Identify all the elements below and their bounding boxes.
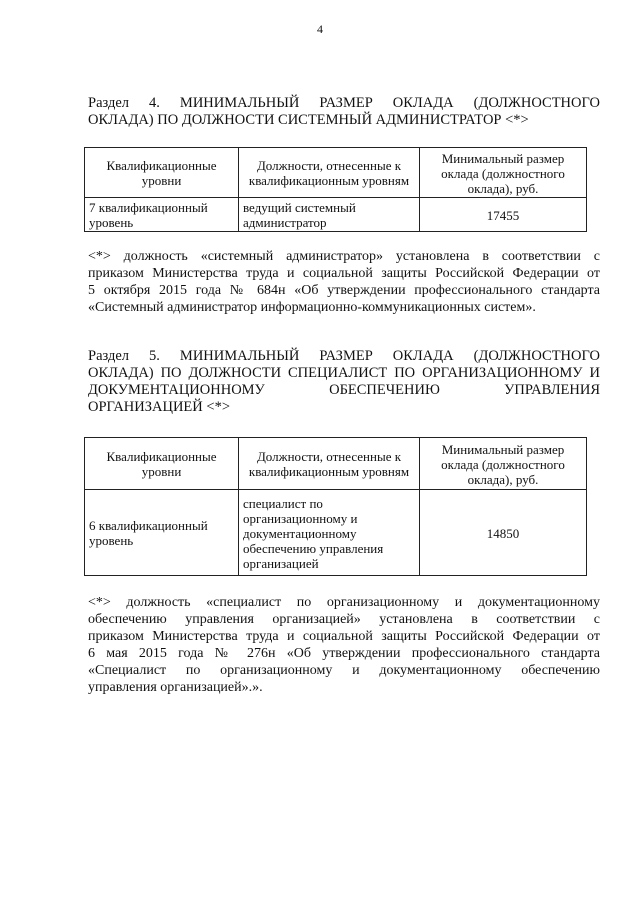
section-5-table	[84, 437, 587, 576]
footnote-line: «Системный администратор информационно-коммуникационных систем».	[88, 300, 536, 315]
footnote-line: 6 мая 2015 года № 276н «Об утверждении профессионального стандарта	[88, 646, 600, 661]
footnote-line: <*> должность «специалист по организационному и документационному	[88, 595, 600, 610]
section-4-footnote	[88, 248, 600, 316]
footnote-line: <*> должность «системный администратор» установлена в соответствии с	[88, 249, 600, 264]
section-4-heading-line-1: Раздел 4. МИНИМАЛЬНЫЙ РАЗМЕР ОКЛАДА (ДОЛЖНОСТНОГО	[88, 95, 600, 111]
section-4-table	[84, 147, 587, 232]
qualification-level-cell: 7 квалификационный уровень	[85, 198, 239, 232]
footnote-line: 5 октября 2015 года № 684н «Об утверждении профессионального стандарта	[88, 283, 600, 298]
section-5-heading	[88, 348, 600, 416]
footnote-line: «Специалист по организационному и документационному обеспечению	[88, 663, 600, 678]
section-5-heading-line-4: ОРГАНИЗАЦИЕЙ <*>	[88, 399, 230, 415]
header-positions: Должности, отнесенные к квалификационным уровням	[239, 438, 420, 490]
section-4-heading	[88, 95, 600, 129]
section-5-footnote	[88, 594, 600, 696]
page-number: 4	[317, 22, 323, 36]
table-row	[85, 490, 587, 576]
table-header-row	[85, 148, 587, 198]
salary-cell: 17455	[420, 198, 587, 232]
footnote-line: управления организацией».».	[88, 680, 263, 695]
section-5-heading-line-1: Раздел 5. МИНИМАЛЬНЫЙ РАЗМЕР ОКЛАДА (ДОЛЖНОСТНОГО	[88, 348, 600, 364]
position-cell: ведущий системный администратор	[239, 198, 420, 232]
position-cell: специалист по организационному и документационному обеспечению управления организацией	[239, 490, 420, 576]
header-min-salary: Минимальный размер оклада (должностного оклада), руб.	[420, 438, 587, 490]
section-5-heading-line-3: ДОКУМЕНТАЦИОННОМУ ОБЕСПЕЧЕНИЮ УПРАВЛЕНИЯ	[88, 382, 600, 398]
section-4-heading-line-2: ОКЛАДА) ПО ДОЛЖНОСТИ СИСТЕМНЫЙ АДМИНИСТРАТОР <*>	[88, 112, 529, 128]
header-min-salary: Минимальный размер оклада (должностного оклада), руб.	[420, 148, 587, 198]
header-qualification-levels: Квалификационные уровни	[85, 148, 239, 198]
salary-cell: 14850	[420, 490, 587, 576]
footnote-line: приказом Министерства труда и социальной защиты Российской Федерации от	[88, 266, 600, 281]
table-header-row	[85, 438, 587, 490]
header-positions: Должности, отнесенные к квалификационным уровням	[239, 148, 420, 198]
qualification-level-cell: 6 квалификационный уровень	[85, 490, 239, 576]
footnote-line: обеспечению управления организацией» установлена в соответствии с	[88, 612, 600, 627]
section-5-heading-line-2: ОКЛАДА) ПО ДОЛЖНОСТИ СПЕЦИАЛИСТ ПО ОРГАНИЗАЦИОННОМУ И	[88, 365, 600, 381]
table-row	[85, 198, 587, 232]
footnote-line: приказом Министерства труда и социальной защиты Российской Федерации от	[88, 629, 600, 644]
header-qualification-levels: Квалификационные уровни	[85, 438, 239, 490]
